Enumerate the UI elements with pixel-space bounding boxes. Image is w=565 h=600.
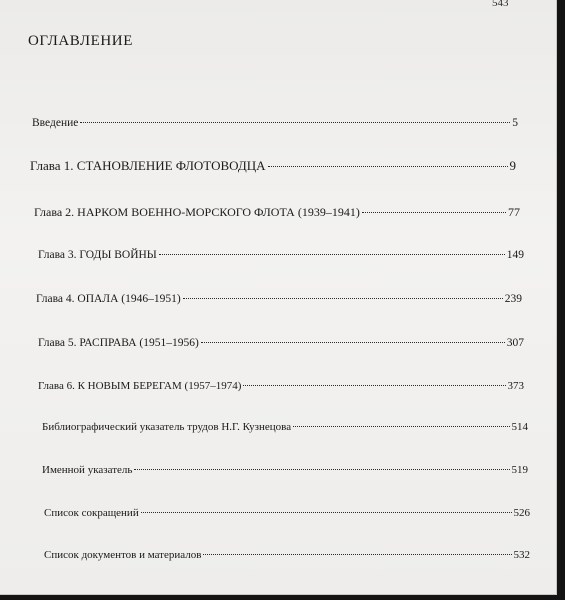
toc-entry-page: 77 xyxy=(508,205,520,219)
dot-leader xyxy=(268,166,508,167)
toc-entry-page: 149 xyxy=(506,249,524,261)
dot-leader xyxy=(203,554,511,555)
dot-leader xyxy=(141,512,512,513)
toc-entry xyxy=(0,337,524,349)
toc-entry xyxy=(0,549,530,561)
dot-leader xyxy=(183,298,503,299)
toc-entry-page: 373 xyxy=(507,380,524,392)
page-number: 543 xyxy=(492,0,509,9)
toc-heading: ОГЛАВЛЕНИЕ xyxy=(28,33,133,49)
dot-leader xyxy=(134,469,509,470)
toc-entry-page: 9 xyxy=(509,158,516,173)
toc-entry xyxy=(0,380,524,392)
dot-leader xyxy=(201,342,505,343)
toc-entry-title: Глава 5. РАСПРАВА (1951–1956) xyxy=(38,337,199,349)
toc-entry-title: Глава 1. СТАНОВЛЕНИЕ ФЛОТОВОДЦА xyxy=(30,158,266,173)
toc-entry-title: Список документов и материалов xyxy=(44,549,202,561)
toc-entry-page: 514 xyxy=(511,421,528,433)
dot-leader xyxy=(159,254,505,255)
toc-entry-title: Список сокращений xyxy=(44,507,139,519)
toc-entry xyxy=(0,249,524,261)
toc-entry-title: Глава 3. ГОДЫ ВОЙНЫ xyxy=(38,249,157,261)
toc-entry-title: Глава 2. НАРКОМ ВОЕННО-МОРСКОГО ФЛОТА (1939–1941) xyxy=(34,205,360,219)
toc-entry xyxy=(0,507,530,519)
toc-entry-page: 519 xyxy=(511,464,528,476)
toc-entry xyxy=(0,117,518,129)
toc-entry-title: Именной указатель xyxy=(42,464,133,476)
toc-entry-title: Глава 4. ОПАЛА (1946–1951) xyxy=(36,293,181,305)
toc-entry xyxy=(0,421,528,433)
toc-entry-title: Глава 6. К НОВЫМ БЕРЕГАМ (1957–1974) xyxy=(38,380,242,392)
dot-leader xyxy=(80,122,510,123)
dot-leader xyxy=(362,212,506,213)
toc-entry-page: 5 xyxy=(512,117,518,129)
toc-entry-title: Библиографический указатель трудов Н.Г. Кузнецова xyxy=(42,421,292,433)
dot-leader xyxy=(243,385,505,386)
toc-entry xyxy=(0,205,520,220)
toc-entry-page: 307 xyxy=(506,337,524,349)
toc-entry-title: Введение xyxy=(32,117,79,129)
toc-entry-page: 526 xyxy=(513,507,530,519)
toc-entry xyxy=(0,464,528,476)
toc-entry-page: 239 xyxy=(504,293,522,305)
dot-leader xyxy=(293,426,509,427)
toc-entry xyxy=(0,158,516,174)
toc-entry-page: 532 xyxy=(513,549,530,561)
toc-entry xyxy=(0,293,522,305)
